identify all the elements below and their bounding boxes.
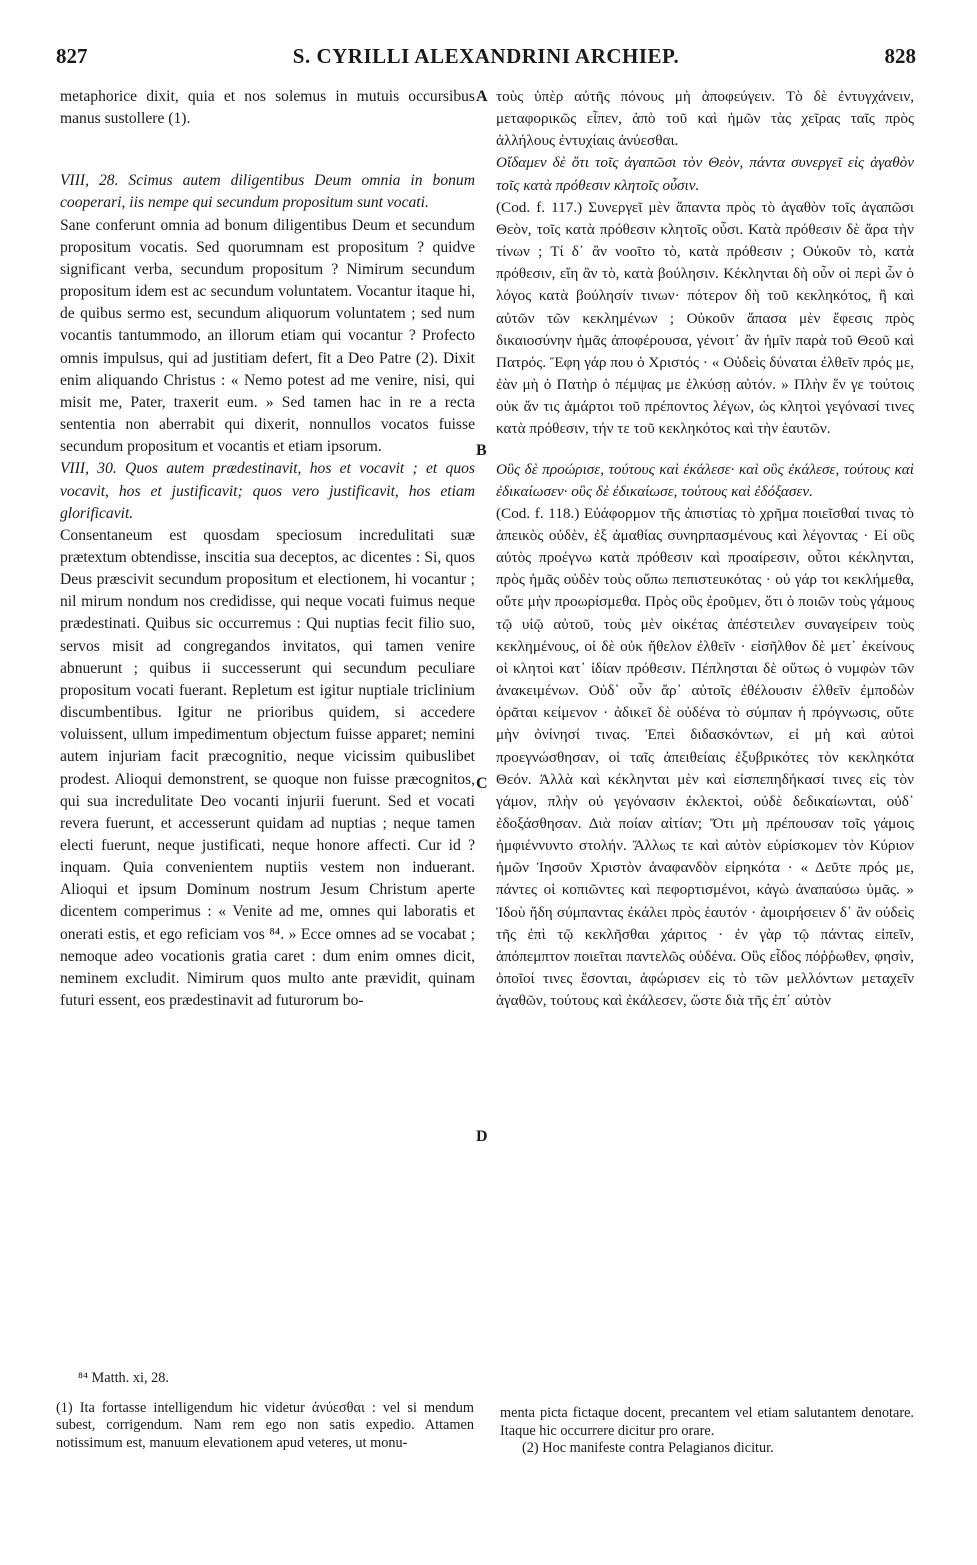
page-number-left: 827 bbox=[56, 44, 88, 68]
footnotes-left bbox=[56, 1370, 474, 1452]
latin-verse-28-body: Sane conferunt omnia ad bonum diligentibus Deum et secundum propositum vocatis. Sed quorumnam est propositum ? quidve significant verba, secundum propositum ? Nimirum secundum propositum idem est ac secundum voluntatem. Vocantur itaque hi, de quibus sermo est, secundum aliquorum voluntatem ; sed num vocantis tantummodo, an illorum etiam qui vocantur ? Profecto omnis impulsus, qui ad justitiam defert, fit a Deo Patre (2). Dixit enim aliquando Christus : « Nemo potest ad me venire, nisi, qui misit me, Pater, traxerit eum. » Sed tamen hac in re a recta sententia non aberrabit qui dixerit, nonnullos vocatos fuisse secundum propositum et vocantis et etiam ipsorum. bbox=[60, 216, 475, 456]
latin-verse-28-heading: VIII, 28. Scimus autem diligentibus Deum omnia in bonum cooperari, iis nempe qui secundum propositum sunt vocati. bbox=[60, 172, 475, 212]
footnote-2: (2) Hoc manifeste contra Pelagianos dicitur. bbox=[522, 1440, 774, 1457]
footnote-1: (1) Ita fortasse intelligendum hic videtur ἀνύεσθαι : vel si mendum subest, corrigendum. Nam rem ego non satis expedio. Attamen notissimum est, manuum elevationem apud veteres, ut monu- bbox=[56, 1399, 474, 1451]
greek-verse-30-heading: Οὓς δὲ προώρισε, τούτους καὶ ἐκάλεσε· καὶ οὓς ἐκάλεσε, τούτους καὶ ἐδικαίωσεν· οὓς δὲ ἐδικαίωσε, τούτους καὶ ἐδόξασεν. bbox=[496, 460, 914, 500]
page-number-right: 828 bbox=[884, 44, 916, 68]
greek-verse-28-body: (Cod. f. 117.) Συνεργεῖ μὲν ἅπαντα πρὸς τὸ ἀγαθὸν τοῖς ἀγαπῶσι Θεὸν, τοῖς κατὰ πρόθεσιν κλητοῖς οὖσι. Κατὰ πρόθεσιν δὲ ἄρα τὴν τίνων ; Τί δ᾽ ἂν νοοῖτο τὸ, κατὰ πρόθεσιν ; Οὐκοῦν τὸ, κατὰ πρόθεσιν, εἴη ἂν τὸ, κατὰ βούλησιν. Κέκληνται δὴ οὖν οἱ περὶ ὧν ὁ λόγος κατὰ βούλησίν τινων· πότερον δὴ τοῦ κεκληκότος, ἢ καὶ αὐτῶν τῶν κεκλημένων ; Οὐκοῦν ἅπασα μὲν ἔφεσις πρὸς δικαιοσύνην ἡμᾶς ἀποφέρουσα, γένοιτ᾽ ἂν ἡμῖν παρὰ τοῦ Θεοῦ καὶ Πατρός. Ἔφη γάρ που ὁ Χριστός · « Οὐδεὶς δύναται ἐλθεῖν πρός με, ἐὰν μὴ ὁ Πατὴρ ὁ πέμψας με ἑλκύσῃ αὐτόν. » Πλὴν ἕν γε τούτοις οὐκ ἄν τις ἁμάρτοι τοῦ πρέποντος λέγων, ὡς κλητοὶ γεγόνασί τινες κατὰ πρόθεσιν, τήν τε τοῦ κεκληκότος καὶ τὴν ἑαυτῶν. bbox=[496, 198, 914, 438]
latin-verse-30-body: Consentaneum est quosdam speciosum incredulitati suæ prætextum obtendisse, inscitia sua deceptos, ac dicentes : Si, quos Deus præscivit secundum propositum et electionem, hi vocantur ; nil mirum nondum nos credidisse, qui neque vocati fuimus neque prædestinati. Quibus sic occurremus : Qui nuptias fecit filio suo, servos misit ad congregandos invitatos, qui tamen venire abnuerunt ; quibus ii successerunt qui secundum peculiare propositum vocati fuerant. Repletum est igitur nuptiale triclinium discumbentibus. Igitur ne prioribus quidem, si accedere voluissent, ullum impedimentum objectum fuisse apparet; nemini autem injuriam facit præcognitio, neque vicissim quibuslibet prodest. Alioqui demonstrent, se quoque non fuisse præcognitos, qui sua incredulitate Deo vocanti injurii fuerunt. Sed et vocati revera fuerunt, et accesserunt quidam ad nuptias ; neque tamen electi fuerunt, neque justificati, neque honore affecti. Cur id ? inquam. Quia convenientem nuptiis vestem non induerant. Alioqui et ipsum Dominum nostrum Jesum Christum aperte dicentem comperimus : « Venite ad me, omnes qui laboratis et onerati estis, et ego reficiam vos ⁸⁴. » Ecce omnes ad se vocabat ; nemoque adeo vocationis gratia caret : dum enim omnes dicit, neminem excludit. Nimirum quos multo ante prævidit, quinam futuri essent, eos prædestinavit ad futurorum bo- bbox=[60, 526, 475, 1010]
margin-marker-b: B bbox=[476, 442, 487, 459]
latin-paragraph-1: metaphorice dixit, quia et nos solemus in mutuis occursibus manus sustollere (1). bbox=[60, 88, 475, 128]
greek-paragraph-1: τοὺς ὑπὲρ αὐτῆς πόνους μὴ ἀποφεύγειν. Τὸ δὲ ἐντυγχάνειν, μεταφορικῶς εἶπεν, ἀπὸ τοῦ καὶ ἡμῶν τὰς χεῖρας ταῖς πρὸς ἀλλήλους ἐντυχίαις ἀνύεσθαι. bbox=[496, 88, 914, 150]
running-header bbox=[56, 44, 916, 78]
footnote-84: ⁸⁴ Matth. xi, 28. bbox=[78, 1370, 169, 1386]
latin-verse-30-heading: VIII, 30. Quos autem prædestinavit, hos et vocavit ; et quos vocavit, hos et justificavit; quos vero justificavit, hos etiam glorificavit. bbox=[60, 460, 475, 522]
margin-marker-a: A bbox=[476, 88, 488, 105]
footnote-1-continued: menta picta fictaque docent, precantem vel etiam salutantem denotare. Itaque hic occurrere dicitur pro orare. bbox=[500, 1405, 914, 1439]
footnotes-right bbox=[500, 1405, 914, 1458]
greek-verse-28-heading: Οἴδαμεν δὲ ὅτι τοῖς ἀγαπῶσι τὸν Θεὸν, πάντα συνεργεῖ εἰς ἀγαθὸν τοῖς κατὰ πρόθεσιν κλητοῖς οὖσιν. bbox=[496, 154, 914, 194]
latin-column bbox=[60, 86, 475, 1012]
greek-verse-30-body: (Cod. f. 118.) Εὐάφορμον τῆς ἀπιστίας τὸ χρῆμα ποιεῖσθαί τινας τὸ ἀπεικὸς οὐδὲν, ἐξ ἀμαθίας συνηρπασμένους καὶ λέγοντας · Εἰ οὓς αὐτὸς προέγνω κατὰ πρόθεσιν καὶ προαίρεσιν, οὗτοι κέκληνται, πρὸς ἡμᾶς οὐδὲν τοὺς οὔπω πεπιστευκότας · οὐ γάρ τοι κεκλήμεθα, οὔτε μὴν προωρίσμεθα. Πρὸς οὓς ἐροῦμεν, ὅτι ὁ ποιῶν τοὺς γάμους τῷ υἱῷ αὐτοῦ, τοὺς μὲν οἰκέτας ἀπέστειλεν συναγείρειν τοὺς κεκλημένους, οἱ δὲ οὐκ ἤθελον ἐλθεῖν · εἰσῆλθον δὲ μετ᾽ ἐκείνους οἱ κλητοὶ κατ᾽ ἰδίαν πρόθεσιν. Πέπλησται δὲ οὕτως ὁ νυμφὼν τῶν ἀνακειμένων. Οὐδ᾽ οὖν ἄρ᾽ αὐτοῖς ἐθέλουσιν ἐλθεῖν ἐμποδὼν ὁρᾶται κείμενον · ἀδικεῖ δὲ οὐδένα τὸ σύμπαν ἡ πρόγνωσις, οὔτε μὴν ὀνίνησί τινας. Ἐπεὶ διδασκόντων, εἰ μὴ καὶ αὐτοὶ προεγνώσθησαν, οἱ ταῖς ἀπειθείαις ἐξυβρικότες τὸν κεκληκότα Θεόν. Ἀλλὰ καὶ κέκληνται μὲν καὶ εἰσπεπηδήκασί τινες εἰς τὸν γάμον, πλὴν οὐ γεγόνασιν ἐκλεκτοὶ, οὐδὲ δεδικαίωνται, οὐδ᾽ ἐδοξάσθησαν. Διὰ ποίαν αἰτίαν; Ὅτι μὴ πρέπουσαν τοῖς γάμοις ἠμφιέννυντο στολήν. Ἄλλως τε καὶ αὐτὸν εὑρίσκομεν τὸν Κύριον ἡμῶν Ἰησοῦν Χριστὸν ἀναφανδὸν εἰρηκότα · « Δεῦτε πρός με, πάντες οἱ κοπιῶντες καὶ πεφορτισμένοι, κἀγὼ ἀναπαύσω ὑμᾶς. » Ἰδοὺ ἤδη σύμπαντας ἐκάλει πρὸς ἑαυτόν · ἀμοιρήσειεν δ᾽ ἂν οὐδεὶς τῆς ἐπὶ τῷ κεκλῆσθαι χάριτος · ἐν γὰρ τῷ πάντας εἰπεῖν, ἀπόπεμπτον ποιεῖται παντελῶς οὐδένα. Οὓς εἶδος πόῤῥωθεν, φησὶν, ὁποῖοί τινες ἔσονται, ἀφώρισεν εἰς τὸ τῶν μελλόντων μεταχεῖν ἀγαθῶν, τούτους καὶ ἐκάλεσεν, ὥστε διὰ τῆς ἐπ᾽ αὐτὸν bbox=[496, 504, 914, 1010]
greek-column bbox=[496, 86, 914, 1012]
margin-marker-c: C bbox=[476, 775, 488, 792]
running-title: S. CYRILLI ALEXANDRINI ARCHIEP. bbox=[292, 44, 680, 68]
margin-marker-d: D bbox=[476, 1128, 488, 1145]
